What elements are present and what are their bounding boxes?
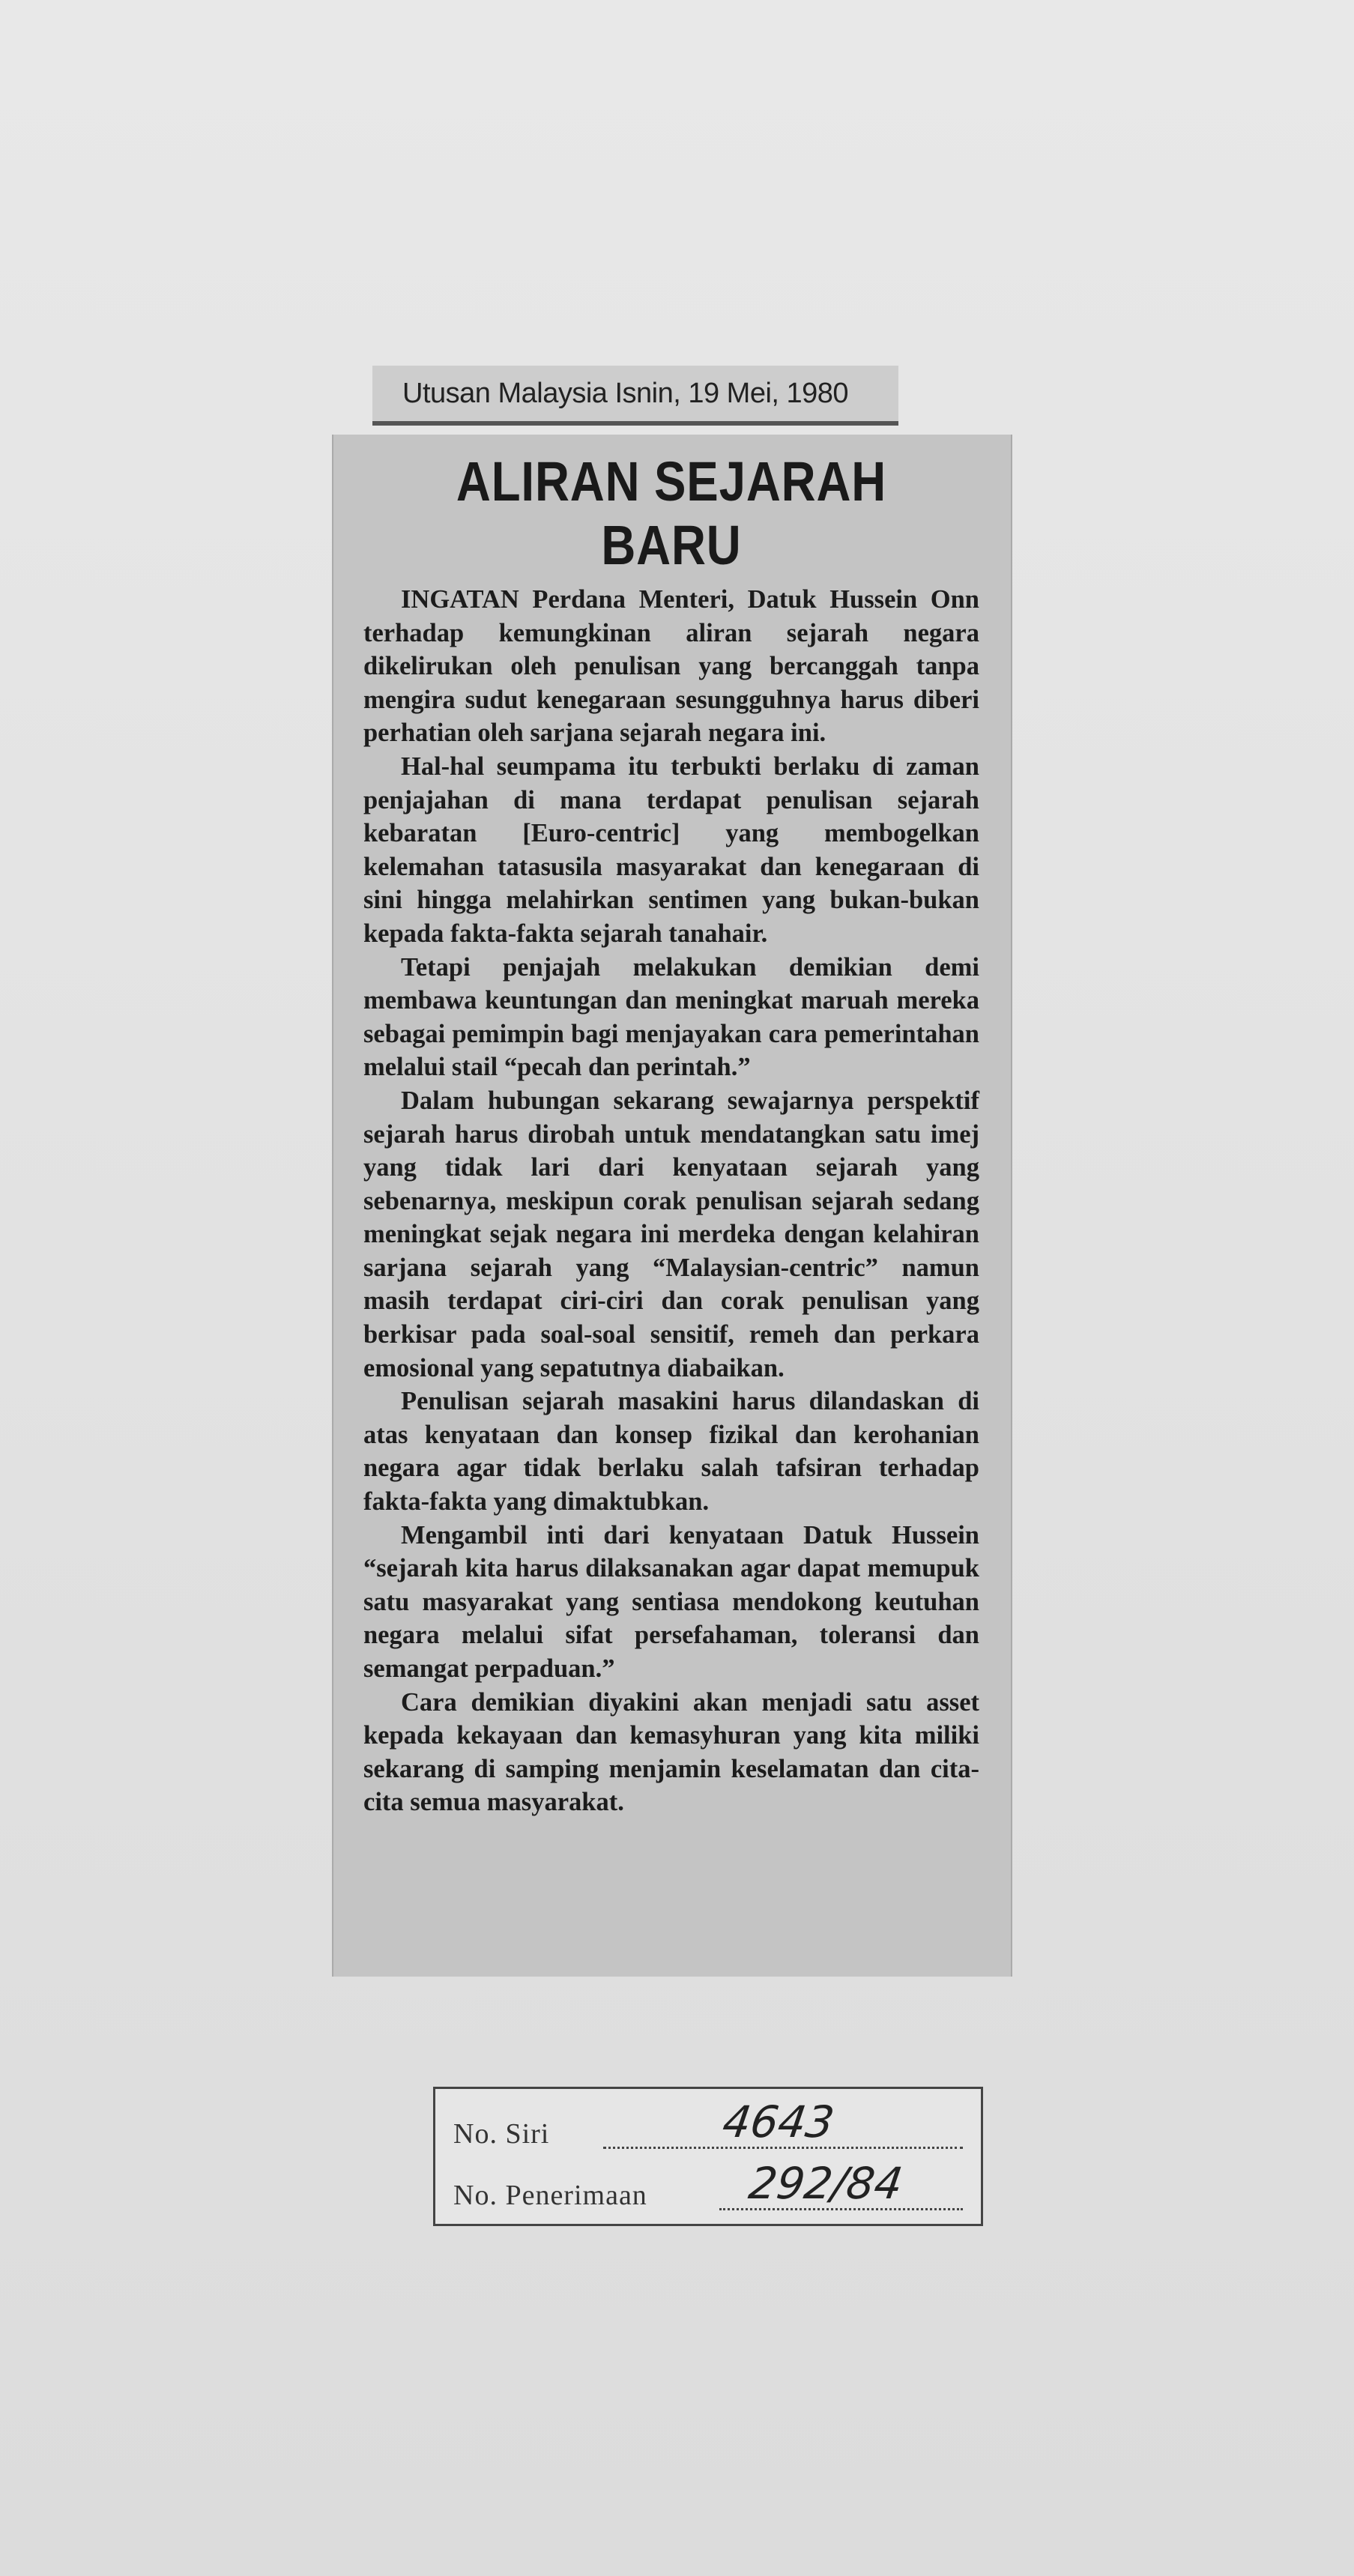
newspaper-clipping [332,435,1012,1977]
article-paragraph-6: Mengambil inti dari kenyataan Datuk Hussein “sejarah kita harus dilaksanakan agar dapat memupuk satu masyarakat yang sentiasa mendokong keutuhan negara melalui sifat persefahaman, toleransi dan semangat perpaduan.” [363,1520,979,1683]
article-paragraph-1: INGATAN Perdana Menteri, Datuk Hussein Onn terhadap kemungkinan aliran sejarah negara dikelirukan oleh penulisan yang bercanggah tanpa mengira sudut kenegaraan sesungguhnya harus diberi perhatian oleh sarjana sejarah negara ini. [363,585,979,748]
article-headline: ALIRAN SEJARAH BARU [456,450,887,576]
article-paragraph-5: Penulisan sejarah masakini harus dilandaskan di atas kenyataan dan konsep fizikal dan kerohanian negara agar tidak berlaku salah tafsiran terhadap fakta-fakta yang dimaktubkan. [363,1387,979,1517]
article-paragraph-4: Dalam hubungan sekarang sewajarnya perspektif sejarah harus dirobah untuk mendatangkan satu imej yang tidak lari dari kenyataan sejarah yang sebenarnya, meskipun corak penulisan sejarah sedang meningkat sejak negara ini merdeka dengan kelahiran sarjana sejarah yang “Malaysian-centric” namun masih terdapat ciri-ciri dan corak penulisan yang berkisar pada soal-soal sensitif, remeh dan perkara emosional yang sepatutnya diabaikan. [363,1086,979,1382]
serial-number-row [453,2096,963,2156]
accession-number-label: No. Penerimaan [453,2180,647,2211]
article-paragraph-7: Cara demikian diyakini akan menjadi satu asset kepada kekayaan dan kemasyhuran yang kita miliki sekarang di samping menjamin keselamatan dan cita-cita semua masyarakat. [363,1687,979,1817]
masthead-text: Utusan Malaysia Isnin, 19 Mei, 1980 [402,377,849,409]
article-paragraph-2: Hal-hal seumpama itu terbukti berlaku di zaman penjajahan di mana terdapat penulisan sejarah kebaratan [Euro-centric] yang membogelkan kelemahan tatasusila masyarakat dan kenegaraan di sini hingga melahirkan sentimen yang bukan-bukan kepada fakta-fakta sejarah tanahair. [363,752,979,948]
article-paragraph-3: Tetapi penjajah melakukan demikian demi membawa keuntungan dan meningkat maruah mereka sebagai pemimpin bagi menjayakan cara pemerintahan melalui stail “pecah dan perintah.” [363,952,979,1082]
registration-stamp-box [433,2087,983,2226]
serial-number-handwritten-value: 4643 [719,2096,838,2147]
serial-number-label: No. Siri [453,2118,550,2150]
newspaper-masthead [372,366,898,426]
accession-number-handwritten-value: 292/84 [746,2158,906,2209]
accession-number-row [453,2158,963,2218]
